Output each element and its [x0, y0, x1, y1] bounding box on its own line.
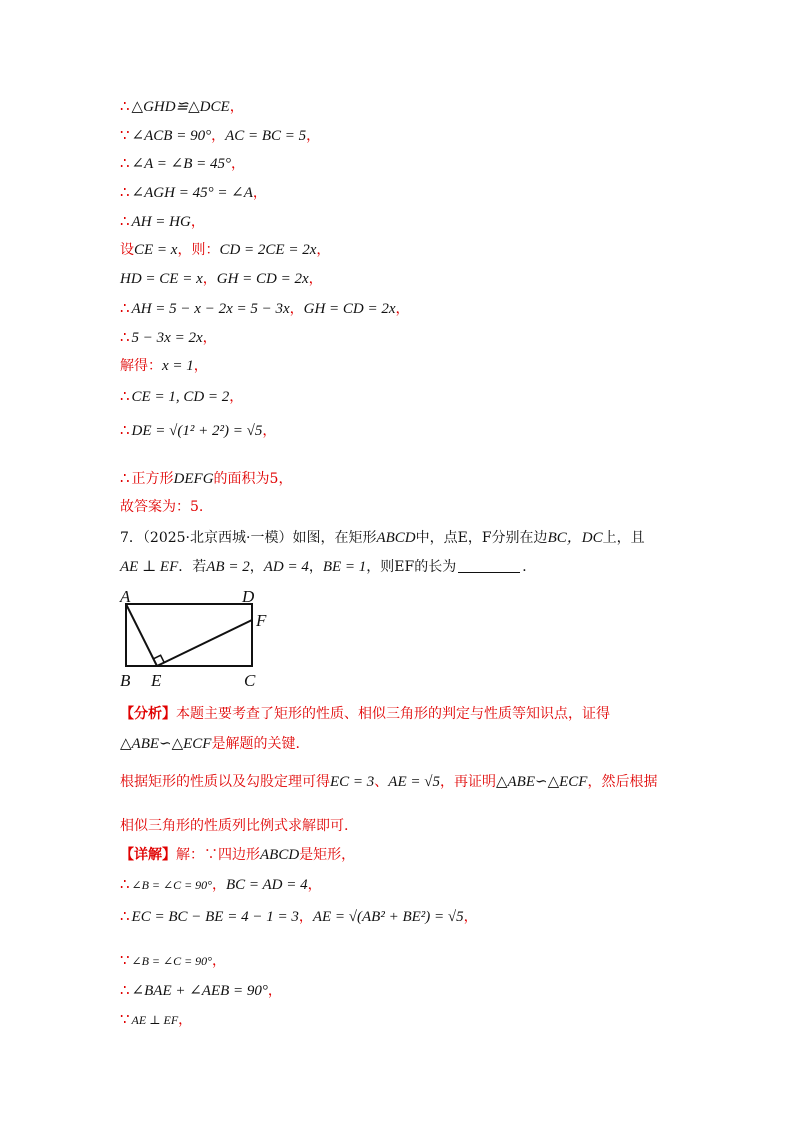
- detail-line-5: ∴ ∠BAE + ∠AEB = 90°，: [120, 981, 282, 999]
- solution-line-5: ∴ AH = HG，: [120, 212, 205, 230]
- solution-line-4: ∴ ∠AGH = 45° = ∠A，: [120, 183, 267, 201]
- label-a: A: [120, 587, 131, 606]
- question-7-line-2: AE ⊥ EF．若AB = 2，AD = 4，BE = 1，则EF的长为 ．: [120, 559, 537, 575]
- question-7-line-1: 7．（2025·北京西城·一模）如图，在矩形ABCD中，点E，F分别在边BC，DC上，且: [120, 530, 645, 546]
- detail-line-2: ∴ ∠B = ∠C = 90°，BC = AD = 4，: [120, 875, 322, 893]
- detail-line-3: ∴ EC = BC − BE = 4 − 1 = 3，AE = √(AB² + BE²) = √5，: [120, 907, 478, 925]
- analysis-line-4: 相似三角形的性质列比例式求解即可.: [120, 818, 349, 834]
- solution-line-3: ∴ ∠A = ∠B = 45°，: [120, 154, 245, 172]
- rectangle-abcd: [126, 604, 252, 666]
- solution-line-6: 设CE = x，则：CD = 2CE = 2x，: [120, 242, 331, 258]
- answer-line: 故答案为：5.: [120, 499, 204, 515]
- segment-ef: [157, 620, 252, 666]
- answer-blank[interactable]: [458, 558, 520, 573]
- detail-line-6: ∵ AE ⊥ EF，: [120, 1010, 193, 1028]
- analysis-line-2: △ABE∽△ECF是解题的关键.: [120, 736, 300, 752]
- solution-line-12: ∴ DE = √(1² + 2²) = √5，: [120, 421, 277, 439]
- rectangle-figure: [118, 586, 278, 690]
- solution-line-8: ∴ AH = 5 − x − 2x = 5 − 3x，GH = CD = 2x，: [120, 299, 410, 317]
- label-c: C: [244, 671, 256, 690]
- label-d: D: [242, 587, 255, 606]
- solution-line-10: 解得：x = 1，: [120, 358, 208, 374]
- detail-line-1: 【详解】解：∵四边形ABCD是矩形，: [120, 847, 356, 863]
- label-f: F: [256, 611, 267, 630]
- analysis-line-1: 【分析】本题主要考查了矩形的性质、相似三角形的判定与性质等知识点，证得: [120, 706, 610, 722]
- analysis-line-3: 根据矩形的性质以及勾股定理可得EC = 3、AE = √5，再证明△ABE∽△ECF，然后根据: [120, 774, 658, 790]
- segment-ae: [126, 604, 157, 666]
- solution-line-11: ∴ CE = 1, CD = 2，: [120, 387, 244, 405]
- label-b: B: [120, 671, 131, 690]
- solution-line-9: ∴ 5 − 3x = 2x，: [120, 328, 217, 346]
- solution-line-13: ∴ 正方形DEFG的面积为5，: [120, 469, 293, 487]
- solution-line-1: ∴ △GHD≌△DCE，: [120, 97, 244, 115]
- solution-line-2: ∵ ∠ACB = 90°，AC = BC = 5，: [120, 126, 321, 144]
- solution-line-7: HD = CE = x，GH = CD = 2x，: [120, 271, 323, 287]
- detail-line-4: ∵ ∠B = ∠C = 90°，: [120, 951, 226, 969]
- label-e: E: [151, 671, 162, 690]
